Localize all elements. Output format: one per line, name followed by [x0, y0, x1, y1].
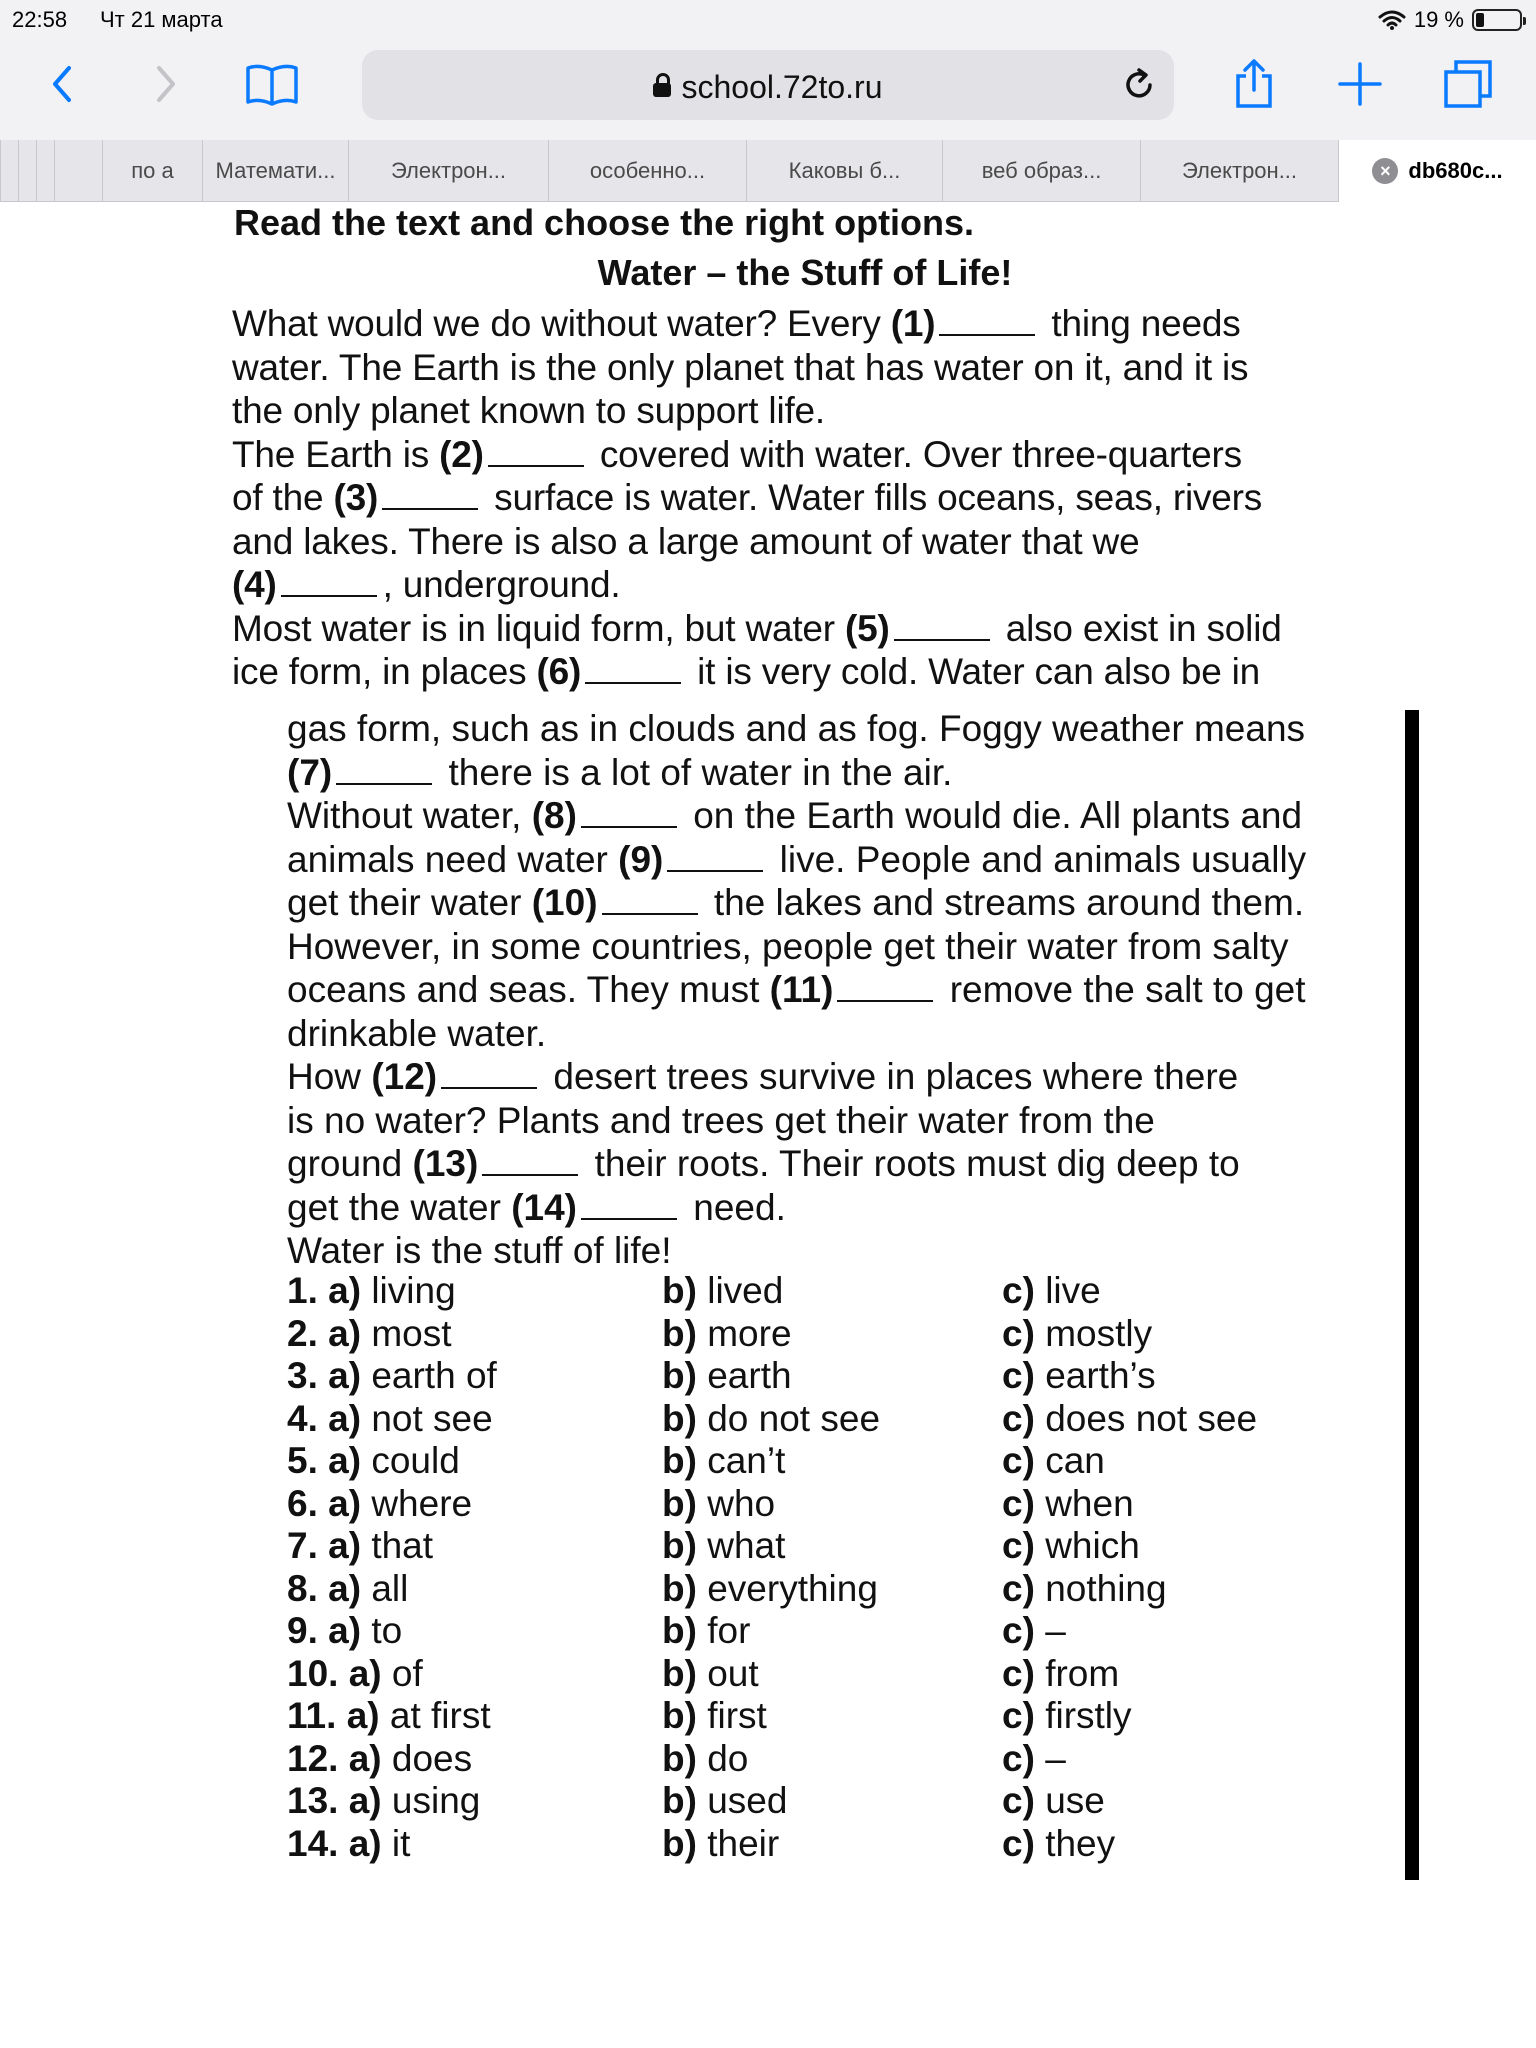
forward-chevron-icon	[151, 62, 181, 106]
tab-2[interactable]	[348, 140, 548, 202]
tab-3[interactable]	[548, 140, 746, 202]
back-button[interactable]	[32, 54, 92, 114]
option-b	[662, 1568, 880, 1611]
gap-number: (12)	[371, 1056, 438, 1097]
option-b	[662, 1270, 880, 1313]
passage-part-2	[287, 707, 1306, 1273]
passage-text: drinkable water.	[287, 1012, 547, 1054]
option-text: not see	[371, 1397, 493, 1439]
option-letter: a)	[348, 1652, 382, 1694]
option-c	[1002, 1780, 1257, 1823]
passage-line	[232, 607, 1282, 651]
option-text: nothing	[1045, 1567, 1167, 1609]
tab-label: Математи...	[215, 158, 336, 183]
option-letter: b)	[662, 1567, 697, 1609]
gap-blank	[336, 755, 432, 785]
option-text: can	[1045, 1440, 1105, 1481]
option-letter: c)	[1002, 1567, 1035, 1609]
gap-number: (10)	[531, 882, 598, 923]
gap-blank	[581, 1190, 677, 1220]
passage-line	[232, 302, 1282, 346]
option-letter: a)	[328, 1610, 362, 1651]
option-text: their	[707, 1822, 780, 1864]
close-tab-icon[interactable]: ×	[1372, 158, 1398, 184]
gap-number: (4)	[232, 564, 277, 605]
option-text: live	[1045, 1270, 1101, 1311]
option-c	[1002, 1695, 1257, 1738]
passage-text: animals need water	[287, 838, 619, 880]
option-c	[1002, 1313, 1257, 1356]
options-column-c	[1002, 1270, 1257, 1865]
wifi-icon	[1378, 9, 1406, 31]
option-text: that	[371, 1525, 434, 1566]
option-letter: b)	[662, 1780, 697, 1821]
option-letter: c)	[1002, 1270, 1035, 1311]
option-letter: c)	[1002, 1652, 1035, 1694]
tab-strip	[0, 140, 1536, 202]
option-number: 14.	[287, 1822, 339, 1864]
option-letter: a)	[328, 1312, 362, 1354]
option-b	[662, 1313, 880, 1356]
passage-line	[287, 968, 1306, 1012]
option-c	[1002, 1610, 1257, 1653]
passage-text: gas form, such as in clouds and as fog. Foggy weather means	[287, 708, 1306, 749]
option-text: use	[1045, 1780, 1105, 1821]
option-text: does not see	[1045, 1397, 1258, 1439]
passage-line	[287, 1142, 1306, 1186]
passage-text: the lakes and streams around them.	[703, 882, 1305, 923]
option-number: 11.	[287, 1695, 337, 1736]
option-text: –	[1045, 1610, 1066, 1651]
option-a	[287, 1780, 497, 1823]
passage-line	[287, 751, 1306, 795]
option-text: which	[1045, 1525, 1140, 1566]
passage-text: their roots. Their roots must dig deep to	[584, 1143, 1240, 1184]
share-icon	[1234, 58, 1274, 110]
instruction: Read the text and choose the right options.	[234, 202, 975, 243]
option-letter: a)	[328, 1355, 362, 1396]
option-letter: c)	[1002, 1822, 1035, 1864]
option-a	[287, 1483, 497, 1526]
option-b	[662, 1780, 880, 1823]
option-letter: c)	[1002, 1440, 1035, 1481]
tab-0[interactable]	[102, 140, 202, 202]
option-letter: c)	[1002, 1355, 1035, 1396]
option-text: they	[1045, 1822, 1116, 1864]
passage-text: also exist in solid	[995, 607, 1282, 649]
option-b	[662, 1653, 880, 1696]
passage-text: the only planet known to support life.	[232, 390, 825, 431]
option-number: 6.	[287, 1482, 318, 1524]
option-c	[1002, 1483, 1257, 1526]
passage-line	[287, 838, 1306, 882]
option-b	[662, 1610, 880, 1653]
status-date: Чт 21 марта	[100, 7, 223, 32]
gap-number: (6)	[536, 651, 582, 692]
passage-text: What would we do without water? Every	[232, 303, 891, 344]
status-time: 22:58	[12, 7, 68, 32]
option-c	[1002, 1355, 1257, 1398]
tab-stack-edge	[54, 140, 102, 202]
option-letter: a)	[346, 1695, 380, 1736]
option-text: for	[707, 1610, 751, 1651]
option-c	[1002, 1738, 1257, 1781]
option-a	[287, 1398, 497, 1441]
option-text: could	[371, 1440, 460, 1481]
option-a	[287, 1695, 497, 1738]
option-c	[1002, 1823, 1257, 1866]
option-a	[287, 1823, 497, 1866]
option-letter: a)	[328, 1482, 362, 1524]
option-text: to	[371, 1610, 403, 1651]
share-button[interactable]	[1224, 54, 1284, 114]
option-text: living	[371, 1270, 456, 1311]
option-letter: a)	[328, 1397, 362, 1439]
option-letter: b)	[662, 1737, 697, 1779]
option-b	[662, 1440, 880, 1483]
options-column-a	[287, 1270, 497, 1865]
tab-6[interactable]	[1140, 140, 1338, 202]
passage-text: live. People and animals usually	[769, 838, 1307, 880]
option-number: 8.	[287, 1567, 318, 1609]
option-letter: b)	[662, 1397, 697, 1439]
option-a	[287, 1525, 497, 1568]
option-a	[287, 1270, 497, 1313]
passage-text: oceans and seas. They must	[287, 969, 770, 1010]
option-letter: b)	[662, 1355, 697, 1396]
passage-text: and lakes. There is also a large amount of water that we	[232, 520, 1140, 562]
battery-percent: 19 %	[1413, 7, 1464, 32]
option-text: earth of	[371, 1355, 497, 1396]
gap-blank	[382, 480, 478, 510]
gap-blank	[837, 972, 933, 1002]
option-number: 12.	[287, 1737, 339, 1779]
passage-text: there is a lot of water in the air.	[438, 751, 953, 793]
gap-number: (11)	[769, 969, 834, 1010]
option-text: where	[371, 1482, 473, 1524]
option-text: at first	[389, 1695, 491, 1736]
passage-line	[287, 707, 1306, 751]
tab-1[interactable]	[202, 140, 348, 202]
option-number: 9.	[287, 1610, 318, 1651]
option-b	[662, 1483, 880, 1526]
option-number: 4.	[287, 1397, 318, 1439]
gap-number: (14)	[511, 1186, 577, 1228]
option-a	[287, 1610, 497, 1653]
option-letter: c)	[1002, 1525, 1035, 1566]
gap-number: (9)	[618, 838, 664, 880]
tabs-overview-button[interactable]	[1438, 54, 1498, 114]
option-text: using	[391, 1780, 481, 1821]
passage-text: desert trees survive in places where there	[543, 1056, 1239, 1097]
option-letter: c)	[1002, 1695, 1035, 1736]
option-c	[1002, 1568, 1257, 1611]
tab-stack-edge	[36, 140, 54, 202]
option-letter: a)	[328, 1270, 362, 1311]
option-text: used	[707, 1780, 788, 1821]
passage-text: However, in some countries, people get their water from salty	[287, 925, 1289, 967]
passage-text: remove the salt to get	[939, 969, 1306, 1010]
option-text: of	[391, 1652, 423, 1694]
gap-blank	[488, 437, 584, 467]
passage-text: thing needs	[1041, 303, 1241, 344]
option-c	[1002, 1653, 1257, 1696]
gap-blank	[482, 1146, 578, 1176]
book-icon	[245, 62, 299, 106]
passage-text: surface is water. Water fills oceans, seas, rivers	[484, 477, 1263, 518]
passage-line	[287, 794, 1306, 838]
passage-text: of the	[232, 477, 334, 518]
option-c	[1002, 1525, 1257, 1568]
option-number: 13.	[287, 1780, 339, 1821]
passage-text: Most water is in liquid form, but water	[232, 607, 845, 649]
option-c	[1002, 1270, 1257, 1313]
option-text: all	[371, 1567, 409, 1609]
option-c	[1002, 1398, 1257, 1441]
tab-4[interactable]	[746, 140, 942, 202]
option-letter: a)	[348, 1737, 382, 1779]
passage-line	[287, 1099, 1306, 1143]
gap-blank	[602, 885, 698, 915]
new-tab-button[interactable]	[1330, 54, 1390, 114]
option-number: 1.	[287, 1270, 318, 1311]
gap-number: (2)	[439, 433, 484, 475]
option-text: more	[707, 1312, 792, 1354]
option-b	[662, 1695, 880, 1738]
option-text: lived	[707, 1270, 784, 1311]
tab-label: Каковы б...	[788, 158, 901, 183]
option-letter: c)	[1002, 1397, 1035, 1439]
option-a	[287, 1313, 497, 1356]
option-number: 3.	[287, 1355, 318, 1396]
battery-icon	[1472, 9, 1522, 31]
option-a	[287, 1568, 497, 1611]
tab-stack-edge	[18, 140, 36, 202]
option-letter: c)	[1002, 1312, 1035, 1354]
option-text: who	[707, 1482, 776, 1524]
option-text: out	[707, 1652, 759, 1694]
option-text: –	[1045, 1737, 1066, 1779]
tab-stack-edge	[0, 140, 18, 202]
option-letter: a)	[348, 1780, 382, 1821]
passage-text: need.	[683, 1186, 786, 1228]
option-text: do	[707, 1737, 749, 1779]
tab-7-active[interactable]	[1338, 140, 1536, 202]
gap-number: (5)	[845, 607, 890, 649]
plus-icon	[1337, 61, 1383, 107]
passage-text: How	[287, 1056, 372, 1097]
passage-text: ice form, in places	[232, 651, 537, 692]
option-a	[287, 1738, 497, 1781]
gap-number: (7)	[287, 751, 333, 793]
gap-blank	[441, 1059, 537, 1089]
option-text: everything	[707, 1567, 878, 1609]
tab-label: Электрон...	[390, 158, 507, 183]
option-number: 10.	[287, 1652, 339, 1694]
passage-line	[232, 346, 1282, 390]
tab-label: db680c...	[1408, 158, 1503, 183]
option-text: earth	[707, 1355, 792, 1396]
option-text: firstly	[1045, 1695, 1132, 1736]
option-letter: b)	[662, 1695, 697, 1736]
reload-button[interactable]	[1116, 62, 1162, 108]
option-letter: b)	[662, 1312, 697, 1354]
gap-blank	[281, 567, 377, 597]
passage-line	[287, 1229, 1306, 1273]
reload-icon	[1122, 68, 1156, 102]
passage-line	[287, 881, 1306, 925]
option-text: earth’s	[1045, 1355, 1156, 1396]
passage-part-1	[232, 302, 1282, 694]
option-b	[662, 1823, 880, 1866]
passage-text: covered with water. Over three-quarters	[589, 433, 1242, 475]
option-text: when	[1045, 1482, 1134, 1524]
option-number: 7.	[287, 1525, 318, 1566]
option-b	[662, 1525, 880, 1568]
passage-text: water. The Earth is the only planet that has water on it, and it is	[232, 346, 1249, 388]
passage-line	[232, 433, 1282, 477]
option-letter: c)	[1002, 1482, 1035, 1524]
passage-line	[232, 389, 1282, 433]
passage-line	[287, 1012, 1306, 1056]
tab-label: веб образ...	[981, 158, 1102, 183]
passage-line	[232, 563, 1282, 607]
option-letter: b)	[662, 1652, 697, 1694]
passage-text: get the water	[287, 1186, 512, 1228]
option-text: mostly	[1045, 1312, 1153, 1354]
passage-line	[232, 520, 1282, 564]
passage-line	[287, 1055, 1306, 1099]
tab-5[interactable]	[942, 140, 1140, 202]
option-letter: b)	[662, 1822, 697, 1864]
option-c	[1002, 1440, 1257, 1483]
gap-number: (8)	[531, 795, 577, 836]
passage-text: Water is the stuff of life!	[287, 1230, 672, 1271]
passage-line	[287, 1186, 1306, 1230]
tabs-icon	[1442, 58, 1494, 110]
passage-text: Without water,	[287, 795, 532, 836]
passage-text: The Earth is	[232, 433, 440, 475]
tab-label: по а	[131, 158, 174, 183]
option-b	[662, 1355, 880, 1398]
options-column-b	[662, 1270, 880, 1865]
gap-number: (1)	[890, 303, 936, 344]
option-letter: a)	[328, 1525, 362, 1566]
passage-text: ground	[287, 1143, 413, 1184]
option-text: can’t	[707, 1440, 786, 1481]
option-a	[287, 1653, 497, 1696]
option-text: most	[371, 1312, 452, 1354]
option-letter: c)	[1002, 1780, 1035, 1821]
gap-number: (3)	[333, 477, 379, 518]
option-text: from	[1045, 1652, 1120, 1694]
passage-line	[287, 925, 1306, 969]
passage-title: Water – the Stuff of Life!	[597, 252, 1013, 293]
passage-text: on the Earth would die. All plants and	[682, 795, 1303, 836]
option-text: what	[707, 1525, 786, 1566]
option-b	[662, 1738, 880, 1781]
passage-line	[232, 476, 1282, 520]
option-number: 5.	[287, 1440, 318, 1481]
passage-line	[232, 650, 1282, 694]
option-number: 2.	[287, 1312, 318, 1354]
option-letter: b)	[662, 1610, 697, 1651]
gap-number: (13)	[412, 1143, 479, 1184]
forward-button[interactable]	[136, 54, 196, 114]
gap-blank	[667, 842, 763, 872]
url-text: school.72to.ru	[681, 69, 883, 105]
gap-blank	[585, 654, 681, 684]
option-letter: c)	[1002, 1610, 1035, 1651]
page-content	[0, 202, 1536, 2048]
gap-blank	[939, 306, 1035, 336]
passage-text: is no water? Plants and trees get their water from the	[287, 1099, 1155, 1141]
option-b	[662, 1398, 880, 1441]
passage-text: get their water	[287, 882, 532, 923]
lock-icon	[653, 83, 671, 97]
browser-toolbar	[0, 40, 1536, 140]
option-letter: b)	[662, 1270, 697, 1311]
gap-blank	[894, 611, 990, 641]
option-text: first	[707, 1695, 767, 1736]
option-text: do not see	[707, 1397, 881, 1439]
option-letter: a)	[328, 1440, 362, 1481]
option-letter: b)	[662, 1440, 697, 1481]
option-a	[287, 1440, 497, 1483]
option-letter: a)	[328, 1567, 362, 1609]
option-text: does	[391, 1737, 473, 1779]
scan-edge-bar	[1405, 710, 1419, 1880]
tab-label: Электрон...	[1181, 158, 1298, 183]
option-letter: b)	[662, 1525, 697, 1566]
address-bar[interactable]	[362, 50, 1174, 120]
option-a	[287, 1355, 497, 1398]
option-letter: c)	[1002, 1737, 1035, 1779]
status-bar	[0, 0, 1536, 40]
option-letter: a)	[348, 1822, 382, 1864]
gap-blank	[581, 798, 677, 828]
passage-text: it is very cold. Water can also be in	[687, 651, 1261, 692]
option-letter: b)	[662, 1482, 697, 1524]
tab-label: особенно...	[589, 158, 706, 183]
bookmarks-button[interactable]	[242, 54, 302, 114]
option-text: it	[391, 1822, 411, 1864]
back-chevron-icon	[47, 62, 77, 106]
passage-text: , underground.	[382, 564, 621, 605]
